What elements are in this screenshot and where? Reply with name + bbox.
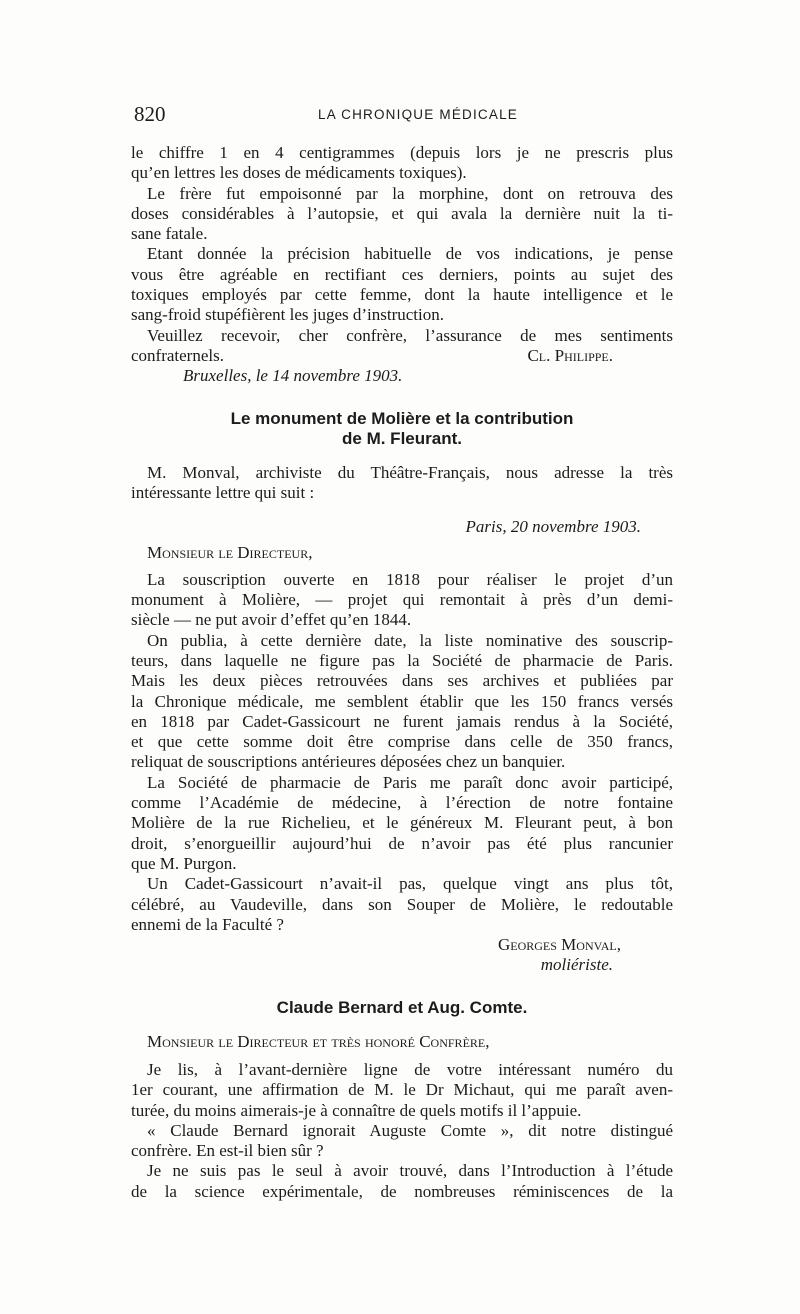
dateline: Bruxelles, le 14 novembre 1903. bbox=[183, 366, 403, 386]
salutation: Monsieur le Directeur, bbox=[147, 543, 313, 563]
text-line: Veuillez recevoir, cher confrère, l’assurance de mes sentiments bbox=[147, 325, 673, 345]
text-line: monument à Molière, — projet qui remontait à près d’un demi- bbox=[131, 590, 673, 610]
letter-continuation bbox=[131, 143, 673, 387]
signature: Cl. Philippe. bbox=[527, 345, 613, 365]
section-heading: Le monument de Molière et la contribution bbox=[230, 408, 574, 428]
section-heading: de M. Fleurant. bbox=[342, 428, 462, 448]
text-line: intéressante lettre qui suit : bbox=[131, 482, 315, 502]
text-line: toxiques employés par cette femme, dont la haute intelligence et le bbox=[131, 285, 673, 305]
salutation: Monsieur le Directeur et très honoré Confrère, bbox=[147, 1031, 490, 1051]
text-line: siècle — ne put avoir d’effet qu’en 1844. bbox=[131, 610, 412, 630]
text-line: Je ne suis pas le seul à avoir trouvé, dans l’Introduction à l’étude bbox=[147, 1161, 673, 1181]
text-line: le chiffre 1 en 4 centigrammes (depuis lors je ne prescris plus bbox=[131, 143, 673, 162]
text-line: Etant donnée la précision habituelle de vos indications, je pense bbox=[147, 244, 673, 264]
text-line: Mais les deux pièces retrouvées dans ses archives et publiées par bbox=[131, 671, 673, 691]
text-line: la Chronique médicale, me semblent établir que les 150 francs versés bbox=[131, 691, 673, 711]
text-line: en 1818 par Cadet-Gassicourt ne furent jamais rendus à la Société, bbox=[131, 711, 673, 731]
body-text bbox=[131, 143, 673, 1202]
text-line: Je lis, à l’avant-dernière ligne de votre intéressant numéro du bbox=[147, 1059, 673, 1079]
section-claude-bernard bbox=[131, 998, 673, 1202]
section-heading: Claude Bernard et Aug. Comte. bbox=[276, 997, 528, 1017]
text-line: vous être agréable en rectifiant ces derniers, points au sujet des bbox=[131, 264, 673, 284]
text-line: 1er courant, une affirmation de M. le Dr Michaut, qui me paraît aven- bbox=[131, 1080, 673, 1100]
dateline: Paris, 20 novembre 1903. bbox=[465, 517, 641, 537]
text-line: doses considérables à l’autopsie, et qui avala la dernière nuit la ti- bbox=[131, 203, 673, 223]
text-line: sang-froid stupéfièrent les juges d’instruction. bbox=[131, 305, 445, 325]
text-line: confrère. En est-il bien sûr ? bbox=[131, 1141, 324, 1161]
text-line: « Claude Bernard ignorait Auguste Comte », dit notre distingué bbox=[147, 1120, 673, 1140]
text-line: turée, du moins aimerais-je à connaître de quels motifs il l’appuie. bbox=[131, 1100, 582, 1120]
text-line: Le frère fut empoisonné par la morphine, dont on retrouva des bbox=[147, 183, 673, 203]
text-line: ennemi de la Faculté ? bbox=[131, 914, 284, 934]
signature-title: moliériste. bbox=[540, 955, 613, 975]
closing-line bbox=[131, 346, 673, 366]
text-line: teurs, dans laquelle ne figure pas la Société de pharmacie de Paris. bbox=[131, 650, 673, 670]
text-line: que M. Purgon. bbox=[131, 853, 237, 873]
running-title: LA CHRONIQUE MÉDICALE bbox=[318, 107, 518, 122]
text-line: droit, s’enorgueillir aujourd’hui de n’avoir pas été plus rancunier bbox=[131, 833, 673, 853]
text-line: On publia, à cette dernière date, la liste nominative des souscrip- bbox=[147, 630, 673, 650]
text-line: reliquat de souscriptions antérieures déposées chez un banquier. bbox=[131, 752, 566, 772]
text-line: Un Cadet-Gassicourt n’avait-il pas, quelque vingt ans plus tôt, bbox=[147, 874, 673, 894]
text-line: qu’en lettres les doses de médicaments toxiques). bbox=[131, 163, 467, 183]
section-monument-moliere bbox=[131, 409, 673, 976]
text-line: Molière de la rue Richelieu, et le généreux M. Fleurant peut, à bon bbox=[131, 813, 673, 833]
text-line: La Société de pharmacie de Paris me paraît donc avoir participé, bbox=[147, 772, 673, 792]
text-line: comme l’Académie de médecine, à l’érection de notre fontaine bbox=[131, 793, 673, 813]
running-header bbox=[134, 100, 674, 130]
text-line: M. Monval, archiviste du Théâtre-Français, nous adresse la très bbox=[147, 462, 673, 482]
text-line: célébré, au Vaudeville, dans son Souper de Molière, le redoutable bbox=[131, 894, 673, 914]
signature-name: Georges Monval, bbox=[497, 935, 621, 955]
text-line: La souscription ouverte en 1818 pour réaliser le projet d’un bbox=[147, 569, 673, 589]
page-number: 820 bbox=[134, 102, 166, 126]
text-line: de la science expérimentale, de nombreuses réminiscences de la bbox=[131, 1181, 673, 1201]
text-line: sane fatale. bbox=[131, 224, 208, 244]
text-line: et que cette somme doit être comprise dans celle de 350 francs, bbox=[131, 732, 673, 752]
closing-text: confraternels. bbox=[131, 345, 224, 365]
